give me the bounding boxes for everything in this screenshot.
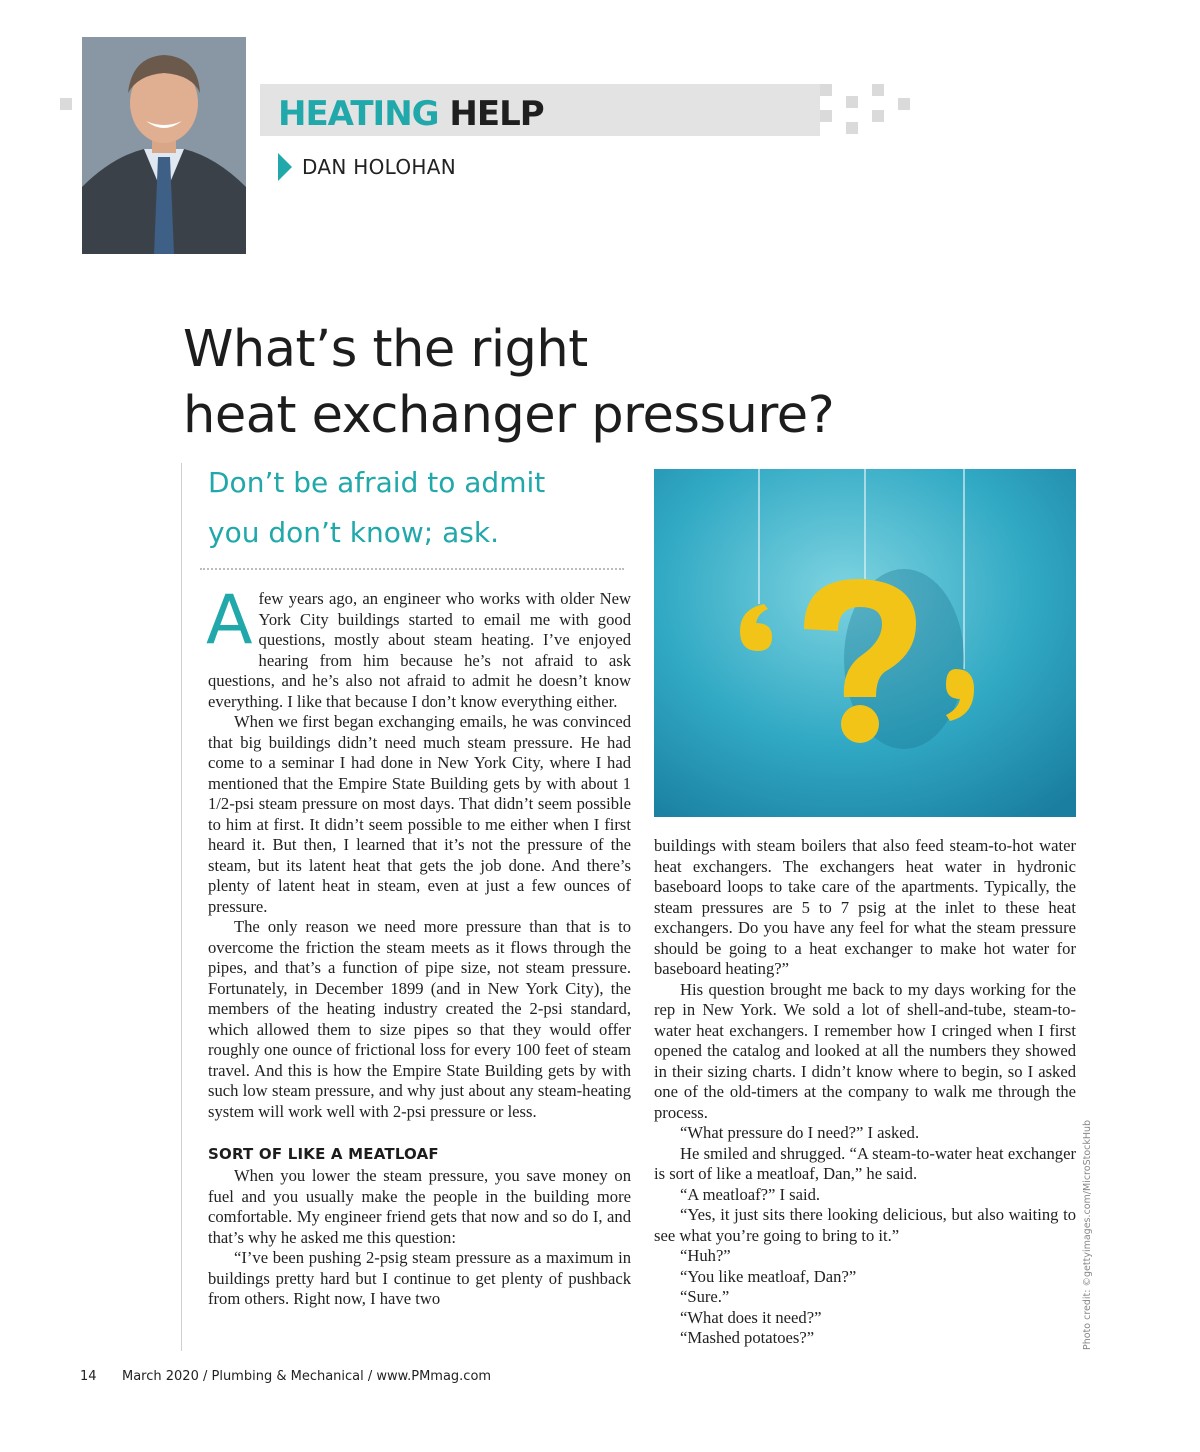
article-column-left	[206, 581, 631, 1310]
paragraph: When we first began exchanging emails, he was convinced that big buildings didn’t need much steam pressure. He had come to a seminar I had done in New York City, where I had mentioned that the Empire State Building gets by with about 1 1/2-psi steam pressure on most days. That didn’t seem possible to him at first. It didn’t seem possible to me either when I first heard it. But then, I learned that it’s not the pressure of the steam, but its latent heat that gets the job done. And there’s plenty of latent heat in steam, even at just a few ounces of pressure.	[208, 712, 631, 916]
page-number: 14	[80, 1369, 97, 1384]
paragraph: When you lower the steam pressure, you save money on fuel and you usually make the people in the building more comfortable. My engineer friend gets that now and so do I, and that’s why he asked me this question:	[208, 1166, 631, 1247]
paragraph: buildings with steam boilers that also feed steam-to-hot water heat exchangers. The exchangers heat water in hydronic baseboard loops to take care of the apartments. Typically, the steam pressures are 5 to 7 psig at the inlet to these heat exchangers. Do you have any feel for what the steam pressure should be going to a heat exchanger to make hot water for baseboard heating?”	[654, 836, 1076, 978]
headline-line: heat exchanger pressure?	[183, 386, 835, 445]
paragraph: “Yes, it just sits there looking delicious, but also waiting to see what you’re going to bring to it.”	[654, 1205, 1076, 1245]
band-square	[872, 110, 884, 122]
question-mark-illustration	[654, 469, 1076, 817]
paragraph-text: few years ago, an engineer who works with older New York City buildings started to email me with good questions, mostly about steam heating. I’ve enjoyed hearing from him because he’s not afraid to ask questions, and he’s also not afraid to admit he doesn’t know everything. I like that because I don’t know everything either.	[208, 589, 631, 711]
paragraph: “What pressure do I need?” I asked.	[680, 1123, 920, 1142]
band-square	[820, 84, 832, 96]
paragraph: “You like meatloaf, Dan?”	[680, 1266, 857, 1286]
byline	[278, 152, 456, 182]
band-square	[846, 122, 858, 134]
author-portrait	[82, 37, 246, 254]
column-title-rest: HELP	[449, 94, 544, 134]
vertical-rule	[181, 463, 182, 1351]
headline	[183, 317, 963, 449]
paragraph: “A meatloaf?” I said.	[680, 1184, 821, 1204]
paragraph: “Huh?”	[680, 1246, 731, 1265]
band-square	[898, 98, 910, 110]
deck-line: Don’t be afraid to admit	[208, 466, 546, 499]
band-square	[846, 96, 858, 108]
article-column-right	[654, 836, 1076, 1349]
subhead: SORT OF LIKE A MEATLOAF	[208, 1145, 439, 1163]
paragraph: He smiled and shrugged. “A steam-to-water heat exchanger is sort of like a meatloaf, Dan,” he said.	[654, 1143, 1076, 1183]
paragraph: “I’ve been pushing 2-psig steam pressure as a maximum in buildings pretty hard but I continue to get plenty of pushback from others. Right now, I have two	[208, 1248, 631, 1308]
deck	[208, 458, 638, 558]
column-title	[278, 92, 544, 136]
band-square	[60, 98, 72, 110]
page-footer	[80, 1369, 491, 1384]
byline-triangle-icon	[278, 153, 292, 181]
paragraph	[206, 581, 631, 712]
dotted-divider	[200, 568, 624, 570]
paragraph: “Mashed potatoes?”	[680, 1328, 815, 1347]
photo-credit: Photo credit: ©gettyimages.com/MicroStockHub	[1082, 1119, 1093, 1350]
paragraph: His question brought me back to my days working for the rep in New York. We sold a lot of shell-and-tube, steam-to-water heat exchangers. I remember how I cringed when I first opened the catalog and looked at all the numbers they showed in their sizing charts. I didn’t know where to begin, so I asked one of the old-timers at the company to walk me through the process.	[654, 979, 1076, 1122]
paragraph: The only reason we need more pressure than that is to overcome the friction the steam meets as it flows through the pipes, and that’s a function of pipe size, not steam pressure. Fortunately, in December 1899 (and in New York City), the members of the heating industry created the 2-psi standard, which allowed them to size pipes so that they would offer roughly one ounce of frictional loss for every 100 feet of steam travel. And this is how the Empire State Building gets by with such low steam pressure, and why just about any steam-heating system will work well with 2-psi pressure or less.	[208, 917, 631, 1121]
band-square	[820, 110, 832, 122]
paragraph: “Sure.”	[680, 1287, 730, 1306]
headline-line: What’s the right	[183, 320, 588, 379]
question-mark-photo	[654, 469, 1076, 817]
paragraph: “What does it need?”	[680, 1307, 822, 1327]
footer-text: March 2020 / Plumbing & Mechanical / www.PMmag.com	[122, 1369, 492, 1384]
column-title-accent: HEATING	[278, 94, 439, 134]
deck-line: you don’t know; ask.	[208, 516, 499, 549]
drop-cap: A	[206, 581, 253, 660]
author-name: DAN HOLOHAN	[302, 155, 456, 179]
author-portrait-illustration	[82, 37, 246, 254]
band-square	[872, 84, 884, 96]
